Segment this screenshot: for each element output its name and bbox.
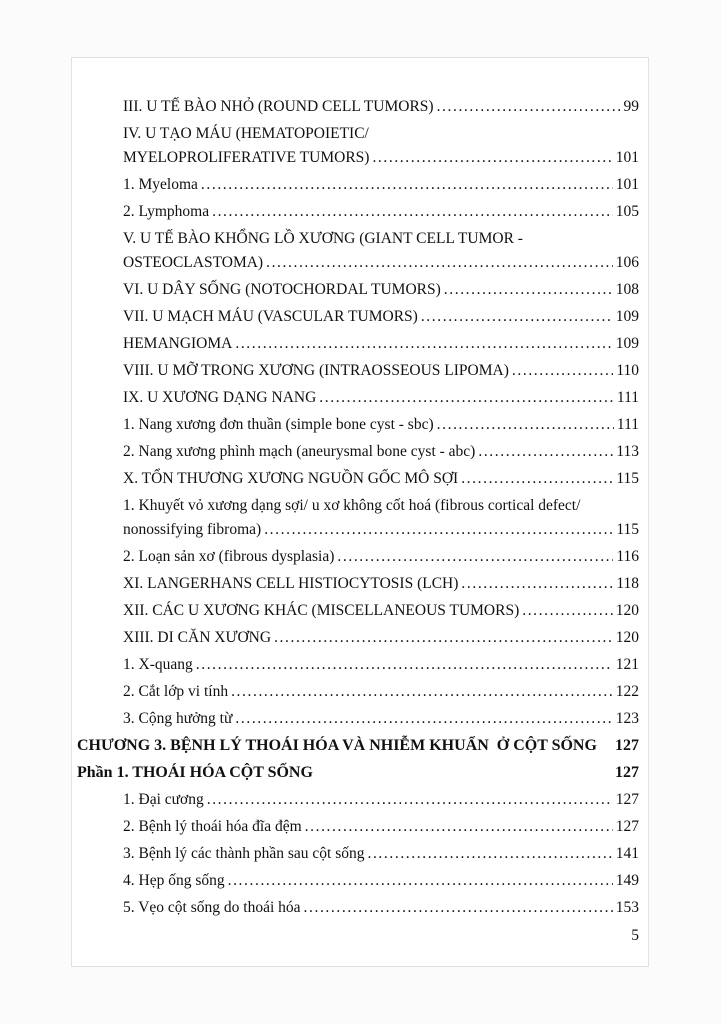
toc-entry-page-number: 120 xyxy=(615,629,639,646)
toc-entry-page-number: 113 xyxy=(616,443,639,460)
dot-leader xyxy=(372,146,612,170)
toc-entry xyxy=(77,572,639,596)
toc-entry xyxy=(77,761,639,785)
dot-leader xyxy=(212,200,613,224)
toc-entry-page-number: 153 xyxy=(615,899,639,916)
toc-entry-line xyxy=(123,599,639,623)
toc-entry-page-number: 141 xyxy=(615,845,639,862)
toc-entry-text: 4. Hẹp ống sống xyxy=(123,872,225,889)
toc-entry-page-number: 105 xyxy=(615,203,639,220)
toc-entry-line xyxy=(123,896,639,920)
toc-entry-text: 1. Nang xương đơn thuần (simple bone cyst - sbc) xyxy=(123,416,434,433)
toc-entry-line xyxy=(123,842,639,866)
toc-entry-page-number: 127 xyxy=(615,764,639,781)
dot-leader xyxy=(235,707,612,731)
toc-entry-line xyxy=(123,278,639,302)
toc-entry-line xyxy=(123,572,639,596)
toc-entry-page-number: 127 xyxy=(615,818,639,835)
toc-entry-text: III. U TẾ BÀO NHỎ (ROUND CELL TUMORS) xyxy=(123,98,434,115)
toc-entry-text: HEMANGIOMA xyxy=(123,335,233,352)
toc-entry-text: VI. U DÂY SỐNG (NOTOCHORDAL TUMORS) xyxy=(123,281,441,298)
toc-entry xyxy=(77,653,639,677)
toc-entry xyxy=(77,95,639,119)
toc-entry xyxy=(77,227,639,275)
dot-leader xyxy=(461,572,613,596)
toc-entry-text: XI. LANGERHANS CELL HISTIOCYTOSIS (LCH) xyxy=(123,575,459,592)
toc-entry-text: X. TỔN THƯƠNG XƯƠNG NGUỒN GỐC MÔ SỢI xyxy=(123,470,459,487)
toc-entry xyxy=(77,122,639,170)
toc-entry-text: 3. Cộng hưởng từ xyxy=(123,710,233,727)
toc-entry xyxy=(77,545,639,569)
dot-leader xyxy=(461,467,613,491)
dot-leader xyxy=(196,653,613,677)
toc-entry-page-number: 118 xyxy=(616,575,639,592)
toc-entry-line xyxy=(123,173,639,197)
toc-entry-text: 1. Myeloma xyxy=(123,176,198,193)
toc-entry-text: IV. U TẠO MÁU (HEMATOPOIETIC/ xyxy=(123,125,369,142)
toc-entry-line xyxy=(123,467,639,491)
toc-entry-text: 1. X-quang xyxy=(123,656,193,673)
dot-leader xyxy=(305,815,613,839)
toc-entry-page-number: 127 xyxy=(615,791,639,808)
toc-entry-line xyxy=(123,707,639,731)
toc-entry-line xyxy=(123,146,639,170)
toc-entry xyxy=(77,680,639,704)
toc-entry-page-number: 121 xyxy=(615,656,639,673)
toc-entry-page-number: 127 xyxy=(615,737,639,754)
dot-leader xyxy=(201,173,613,197)
toc-entry-text: Phần 1. THOÁI HÓA CỘT SỐNG xyxy=(77,764,313,781)
toc-entry xyxy=(77,788,639,812)
toc-entry-text: nonossifying fibroma) xyxy=(123,521,262,538)
toc-entry-line xyxy=(123,788,639,812)
toc-entry xyxy=(77,815,639,839)
toc-entry-text: 1. Khuyết vỏ xương dạng sợi/ u xơ không cốt hoá (fibrous cortical defect/ xyxy=(123,497,581,514)
toc-entry xyxy=(77,332,639,356)
toc-entry xyxy=(77,707,639,731)
toc-entry-line xyxy=(123,653,639,677)
toc-entry-page-number: 116 xyxy=(616,548,639,565)
toc-entry-line xyxy=(123,305,639,329)
toc-entry-line xyxy=(123,440,639,464)
toc-entry xyxy=(77,467,639,491)
dot-leader xyxy=(228,869,613,893)
dot-leader xyxy=(264,518,613,542)
table-of-contents xyxy=(77,95,639,920)
toc-entry-text: 3. Bệnh lý các thành phần sau cột sống xyxy=(123,845,365,862)
toc-entry-line xyxy=(123,251,639,275)
toc-entry-line xyxy=(123,518,639,542)
toc-entry-page-number: 101 xyxy=(615,149,639,166)
dot-leader xyxy=(437,413,614,437)
toc-entry-page-number: 108 xyxy=(615,281,639,298)
dot-leader xyxy=(207,788,613,812)
dot-leader xyxy=(421,305,613,329)
toc-entry-line xyxy=(123,413,639,437)
toc-entry-text: 2. Bệnh lý thoái hóa đĩa đệm xyxy=(123,818,302,835)
dot-leader xyxy=(522,599,613,623)
toc-entry-page-number: 101 xyxy=(615,176,639,193)
toc-entry xyxy=(77,734,639,758)
toc-entry-line xyxy=(123,869,639,893)
dot-leader xyxy=(304,896,613,920)
toc-entry-text: OSTEOCLASTOMA) xyxy=(123,254,264,271)
dot-leader xyxy=(235,332,612,356)
toc-entry-text: IX. U XƯƠNG DẠNG NANG xyxy=(123,389,317,406)
toc-entry xyxy=(77,200,639,224)
toc-entry-line xyxy=(123,332,639,356)
toc-entry-text: XIII. DI CĂN XƯƠNG xyxy=(123,629,272,646)
dot-leader xyxy=(274,626,613,650)
toc-entry-text: XII. CÁC U XƯƠNG KHÁC (MISCELLANEOUS TUMORS) xyxy=(123,602,520,619)
toc-entry-text: 1. Đại cương xyxy=(123,791,204,808)
toc-entry-text: 5. Vẹo cột sống do thoái hóa xyxy=(123,899,301,916)
toc-entry-page-number: 115 xyxy=(616,470,639,487)
toc-entry-text: 2. Cắt lớp vi tính xyxy=(123,683,229,700)
dot-leader xyxy=(319,386,614,410)
toc-entry-text: 2. Nang xương phình mạch (aneurysmal bone cyst - abc) xyxy=(123,443,476,460)
toc-entry-text: V. U TẾ BÀO KHỔNG LỒ XƯƠNG (GIANT CELL TUMOR - xyxy=(123,230,523,247)
toc-entry-text: 2. Loạn sản xơ (fibrous dysplasia) xyxy=(123,548,335,565)
dot-leader xyxy=(437,95,621,119)
toc-entry xyxy=(77,359,639,383)
toc-entry-line xyxy=(123,545,639,569)
toc-entry-line xyxy=(77,761,639,785)
toc-entry-line xyxy=(77,734,639,758)
toc-entry-page-number: 110 xyxy=(616,362,639,379)
toc-entry-page-number: 123 xyxy=(615,710,639,727)
toc-entry-line xyxy=(123,386,639,410)
toc-entry-page-number: 115 xyxy=(616,521,639,538)
toc-entry xyxy=(77,869,639,893)
toc-entry-text: MYELOPROLIFERATIVE TUMORS) xyxy=(123,149,370,166)
toc-entry xyxy=(77,842,639,866)
dot-leader xyxy=(444,278,613,302)
toc-entry xyxy=(77,896,639,920)
toc-entry-page-number: 106 xyxy=(615,254,639,271)
toc-entry-line xyxy=(123,200,639,224)
page-number: 5 xyxy=(631,927,639,944)
toc-entry-page-number: 111 xyxy=(616,416,639,433)
toc-entry-text: VIII. U MỠ TRONG XƯƠNG (INTRAOSSEOUS LIPOMA) xyxy=(123,362,509,379)
toc-entry xyxy=(77,626,639,650)
toc-entry-page-number: 122 xyxy=(615,683,639,700)
toc-entry-page-number: 109 xyxy=(615,335,639,352)
toc-entry-line xyxy=(123,626,639,650)
toc-entry-line xyxy=(123,815,639,839)
toc-entry-page-number: 99 xyxy=(623,98,639,115)
toc-entry xyxy=(77,386,639,410)
dot-leader xyxy=(512,359,613,383)
dot-leader xyxy=(337,545,613,569)
toc-entry xyxy=(77,278,639,302)
dot-leader xyxy=(231,680,613,704)
toc-entry-line xyxy=(123,680,639,704)
toc-entry-text: CHƯƠNG 3. BỆNH LÝ THOÁI HÓA VÀ NHIỄM KHUẨN Ở CỘT SỐNG xyxy=(77,737,597,754)
toc-entry-text: VII. U MẠCH MÁU (VASCULAR TUMORS) xyxy=(123,308,418,325)
toc-entry-page-number: 149 xyxy=(615,872,639,889)
dot-leader xyxy=(266,251,613,275)
dot-leader xyxy=(367,842,612,866)
toc-entry-page-number: 111 xyxy=(616,389,639,406)
toc-entry-text: 2. Lymphoma xyxy=(123,203,210,220)
toc-entry-line xyxy=(123,95,639,119)
toc-entry xyxy=(77,173,639,197)
toc-entry xyxy=(77,413,639,437)
dot-leader xyxy=(478,440,613,464)
toc-entry xyxy=(77,305,639,329)
toc-entry-page-number: 120 xyxy=(615,602,639,619)
toc-entry-line xyxy=(123,359,639,383)
toc-entry xyxy=(77,440,639,464)
toc-entry-page-number: 109 xyxy=(615,308,639,325)
toc-entry xyxy=(77,599,639,623)
toc-entry xyxy=(77,494,639,542)
document-page xyxy=(71,57,649,967)
